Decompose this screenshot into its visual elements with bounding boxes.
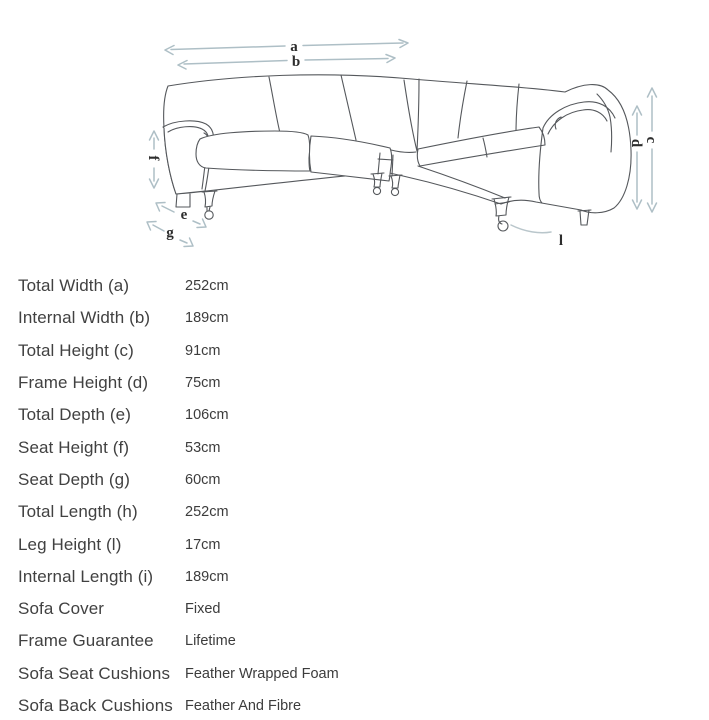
spec-table [18, 270, 698, 720]
spec-label: Seat Height (f) [18, 437, 130, 457]
spec-label: Total Width (a) [18, 276, 130, 296]
spec-value: 17cm [185, 536, 221, 553]
spec-value: 60cm [185, 471, 221, 488]
dimension-arrow-e [156, 203, 206, 228]
left-front-caster [202, 191, 217, 219]
spec-value: 189cm [185, 568, 229, 585]
corner-caster-2 [389, 175, 402, 196]
dimension-arrow-g [147, 222, 193, 247]
dimension-leader-l [511, 225, 563, 249]
spec-row [18, 464, 698, 496]
spec-value: 53cm [185, 439, 221, 456]
spec-row [18, 335, 698, 367]
spec-value: 75cm [185, 375, 221, 392]
spec-value: 189cm [185, 310, 229, 327]
dimension-arrow-b [178, 54, 395, 70]
spec-label: Total Height (c) [18, 340, 134, 360]
dimension-arrow-a [165, 39, 408, 55]
spec-value: 252cm [185, 504, 229, 521]
spec-label: Frame Height (d) [18, 373, 149, 393]
right-back-leg [578, 210, 591, 225]
spec-label: Sofa Seat Cushions [18, 663, 171, 683]
dimension-label-a: a [290, 39, 298, 55]
dimension-label-d: d [628, 138, 644, 148]
spec-value: Lifetime [185, 633, 236, 650]
spec-row [18, 690, 698, 720]
dimension-label-c: c [643, 136, 659, 144]
spec-label: Total Length (h) [18, 502, 138, 522]
spec-row [18, 496, 698, 528]
spec-row [18, 528, 698, 560]
spec-row [18, 431, 698, 463]
spec-value: 106cm [185, 407, 229, 424]
spec-label: Seat Depth (g) [18, 469, 130, 489]
dimension-arrow-c [643, 88, 659, 212]
dimension-label-l: l [558, 233, 564, 249]
dimension-label-g: g [166, 225, 174, 241]
spec-label: Frame Guarantee [18, 631, 154, 651]
spec-value: Feather Wrapped Foam [185, 665, 339, 682]
spec-label: Sofa Cover [18, 599, 105, 619]
sofa-dimension-diagram [0, 0, 709, 266]
spec-value: Fixed [185, 601, 221, 618]
spec-row [18, 658, 698, 690]
spec-label: Internal Width (b) [18, 308, 151, 328]
spec-value: Feather And Fibre [185, 698, 302, 714]
dimension-arrow-f [145, 131, 161, 188]
spec-row [18, 270, 698, 302]
sofa-illustration [163, 75, 631, 231]
dimension-label-e: e [180, 207, 188, 223]
dimension-label-f: f [145, 155, 161, 161]
spec-row [18, 302, 698, 334]
spec-row [18, 367, 698, 399]
seat-cushion-left-1 [196, 131, 310, 171]
left-back-foot [176, 194, 190, 207]
dimension-label-b: b [291, 54, 301, 70]
spec-row [18, 561, 698, 593]
spec-value: 252cm [185, 278, 229, 295]
spec-label: Sofa Back Cushions [18, 696, 173, 715]
spec-row [18, 399, 698, 431]
spec-value: 91cm [185, 342, 221, 359]
spec-label: Internal Length (i) [18, 566, 154, 586]
spec-label: Leg Height (l) [18, 534, 122, 554]
spec-label: Total Depth (e) [18, 405, 131, 425]
spec-row [18, 593, 698, 625]
spec-row [18, 625, 698, 657]
